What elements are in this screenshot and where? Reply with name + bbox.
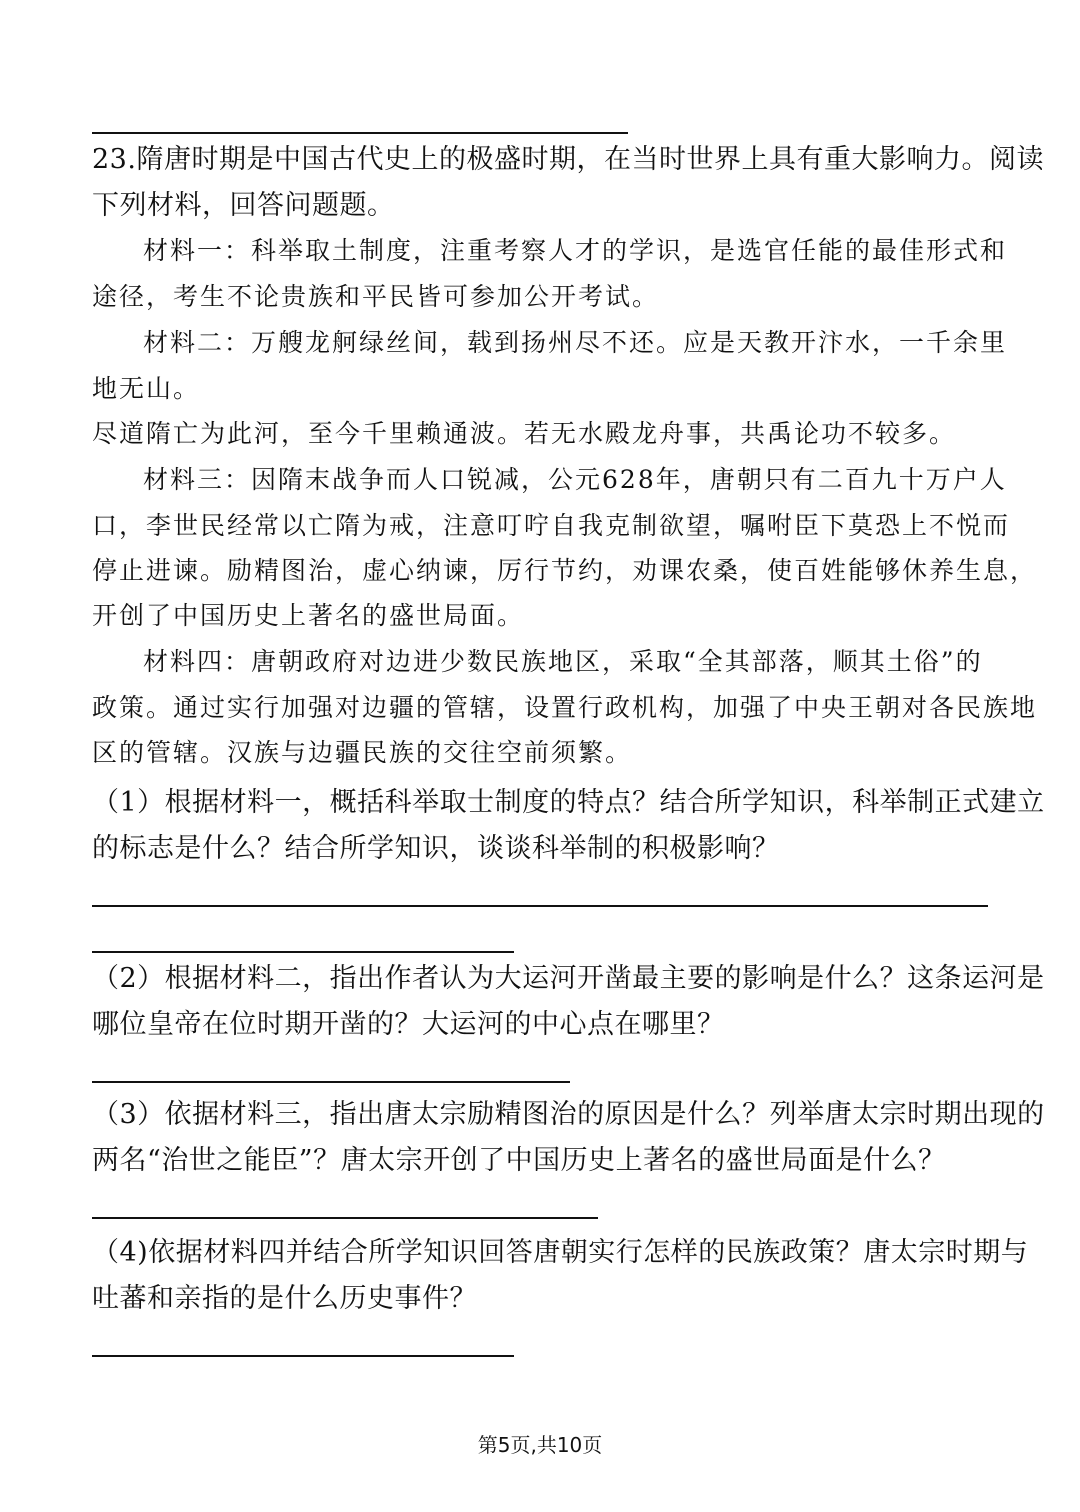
answer-line-3[interactable] bbox=[92, 1217, 598, 1219]
material3-line-3: 停止进谏。励精图治，虚心纳谏，厉行节约，劝课农桑，使百姓能够休养生息， bbox=[92, 556, 1038, 585]
sub-question-1-line-2: 的标志是什么？结合所学知识，谈谈科举制的积极影响？ bbox=[92, 833, 780, 864]
page-number: 第5页,共10页 bbox=[477, 1433, 603, 1457]
answer-line-prev bbox=[92, 132, 628, 134]
sub-question-4-line-1: （4)依据材料四并结合所学知识回答唐朝实行怎样的民族政策？唐太宗时期与 bbox=[92, 1237, 1029, 1268]
material4-line-1: 材料四：唐朝政府对边进少数民族地区，采取“全其部落，顺其土俗”的 bbox=[143, 647, 983, 676]
answer-line-1a[interactable] bbox=[92, 905, 988, 907]
sub-question-4-line-2: 吐蕃和亲指的是什么历史事件？ bbox=[92, 1283, 477, 1314]
question-intro-line-2: 下列材料，回答问题题。 bbox=[92, 190, 395, 221]
answer-line-1b[interactable] bbox=[92, 951, 514, 953]
material3-line-2: 口，李世民经常以亡隋为戒，注意叮咛自我克制欲望，嘱咐臣下莫恐上不悦而 bbox=[92, 511, 1011, 540]
material4-line-2: 政策。通过实行加强对边疆的管辖，设置行政机构，加强了中央王朝对各民族地 bbox=[92, 693, 1038, 722]
sub-question-3-line-1: （3）依据材料三，指出唐太宗励精图治的原因是什么？列举唐太宗时期出现的 bbox=[92, 1099, 1045, 1130]
material4-line-3: 区的管辖。汉族与边疆民族的交往空前须繁。 bbox=[92, 738, 633, 767]
sub-question-2-line-2: 哪位皇帝在位时期开凿的？大运河的中心点在哪里？ bbox=[92, 1009, 725, 1040]
sub-question-2-line-1: （2）根据材料二，指出作者认为大运河开凿最主要的影响是什么？这条运河是 bbox=[92, 963, 1045, 994]
material1-line-1: 材料一：科举取土制度，注重考察人才的学识，是选官任能的最佳形式和 bbox=[143, 236, 1008, 265]
question-intro-line-1: 23.隋唐时期是中国古代史上的极盛时期，在当时世界上具有重大影响力。阅读 bbox=[92, 144, 1044, 175]
answer-line-2[interactable] bbox=[92, 1081, 570, 1083]
sub-question-3-line-2: 两名“治世之能臣”？唐太宗开创了中国历史上著名的盛世局面是什么？ bbox=[92, 1145, 946, 1176]
material3-line-1: 材料三：因隋末战争而人口锐减，公元628年，唐朝只有二百九十万户人 bbox=[143, 465, 1007, 494]
answer-line-4[interactable] bbox=[92, 1355, 514, 1357]
material3-line-4: 开创了中国历史上著名的盛世局面。 bbox=[92, 601, 525, 630]
material2-line-3: 尽道隋亡为此河，至今千里赖通波。若无水殿龙舟事，共禹论功不较多。 bbox=[92, 419, 957, 448]
sub-question-1-line-1: （1）根据材料一，概括科举取士制度的特点？结合所学知识，科举制正式建立 bbox=[92, 787, 1045, 818]
material2-line-1: 材料二：万艘龙舸绿丝间，载到扬州尽不还。应是天教开汴水，一千余里 bbox=[143, 328, 1008, 357]
material2-line-2: 地无山。 bbox=[92, 374, 201, 403]
material1-line-2: 途径，考生不论贵族和平民皆可参加公开考试。 bbox=[92, 282, 660, 311]
